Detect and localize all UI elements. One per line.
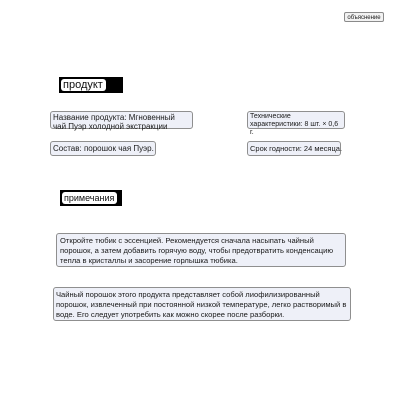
notes-heading-label: примечания [62,192,117,204]
product-heading-label: продукт [61,79,106,91]
explanation-button[interactable]: объяснение [344,12,384,22]
product-name-field: Название продукта: Мгновенный чай Пуэр холодной экстракции [50,111,193,129]
product-heading [59,77,123,93]
notes-heading [60,190,122,206]
note-item: Откройте тюбик с эссенцией. Рекомендуется сначала насыпать чайный порошок, а затем добавить горячую воду, чтобы предотвратить конденсацию тепла в кристаллы и засорение горлышка тюбика. [56,233,346,267]
note-item: Чайный порошок этого продукта представляет собой лиофилизированный порошок, извлеченный при постоянной низкой температуре, легко растворимый в воде. Его следует употребить как можно скорее после разборки. [53,287,351,321]
product-composition-field: Состав: порошок чая Пуэр. [50,141,156,156]
product-specs-field: Технические характеристики: 8 шт. × 0,6 г. [247,111,345,129]
product-shelf-life-field: Срок годности: 24 месяца. [247,141,341,156]
